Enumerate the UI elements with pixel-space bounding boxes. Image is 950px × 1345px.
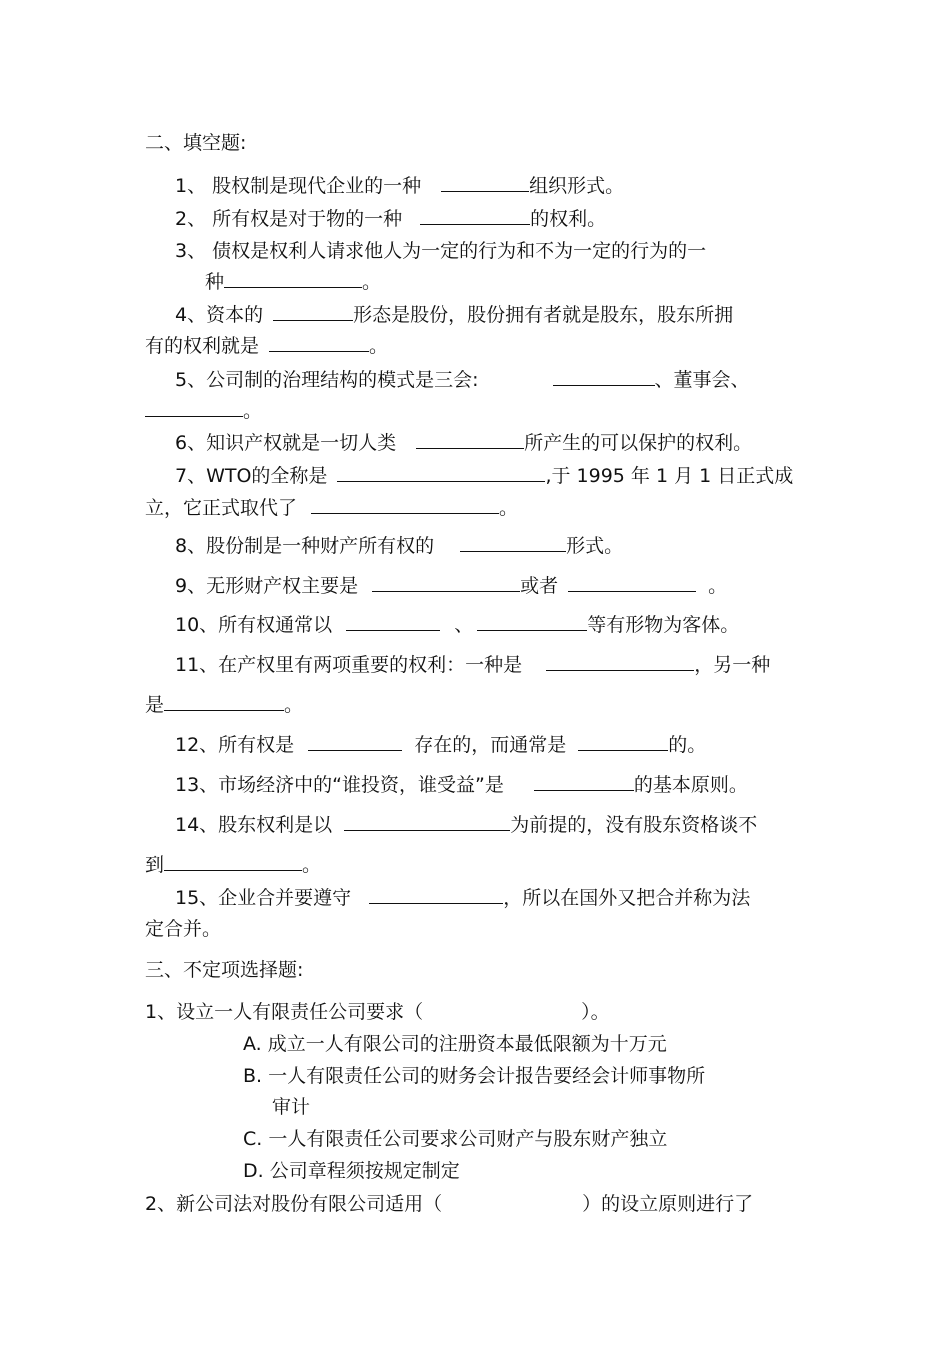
question-5-cont: 。 bbox=[145, 397, 262, 424]
answer-blank bbox=[460, 532, 566, 552]
section-heading-multiple-choice: 三、不定项选择题: bbox=[145, 959, 304, 981]
answer-blank bbox=[337, 462, 545, 482]
mc-option-a: A. 成立一人有限公司的注册资本最低限额为十万元 bbox=[243, 1033, 667, 1055]
question-14-cont: 到 。 bbox=[145, 851, 321, 878]
mc-question-2: 2、新公司法对股份有限公司适用（ ）的设立原则进行了 bbox=[145, 1193, 754, 1215]
answer-blank bbox=[224, 268, 362, 288]
answer-blank bbox=[372, 572, 520, 592]
question-11-cont: 是 。 bbox=[145, 691, 303, 718]
question-5: 5、公司制的治理结构的模式是三会: 、董事会、 bbox=[175, 366, 750, 393]
answer-blank bbox=[344, 811, 510, 831]
answer-blank bbox=[578, 731, 668, 751]
answer-blank bbox=[441, 172, 529, 192]
question-1: 1、 股权制是现代企业的一种 组织形式。 bbox=[175, 172, 624, 199]
mc-option-d: D. 公司章程须按规定制定 bbox=[243, 1160, 460, 1182]
question-6: 6、知识产权就是一切人类 所产生的可以保护的权利。 bbox=[175, 429, 752, 456]
mc-option-b: B. 一人有限责任公司的财务会计报告要经会计师事物所 bbox=[243, 1065, 706, 1087]
question-2: 2、 所有权是对于物的一种 的权利。 bbox=[175, 205, 606, 232]
answer-blank bbox=[477, 611, 587, 631]
answer-blank bbox=[546, 651, 694, 671]
answer-blank bbox=[308, 731, 402, 751]
answer-blank bbox=[420, 205, 530, 225]
mc-option-c: C. 一人有限责任公司要求公司财产与股东财产独立 bbox=[243, 1128, 668, 1150]
answer-blank bbox=[346, 611, 440, 631]
question-3: 3、 债权是权利人请求他人为一定的行为和不为一定的行为的一 bbox=[175, 240, 707, 262]
question-4: 4、资本的 形态是股份，股份拥有者就是股东，股东所拥 bbox=[175, 301, 733, 328]
answer-blank bbox=[164, 691, 284, 711]
section-heading-fill-in: 二、填空题: bbox=[145, 132, 247, 154]
question-4-cont: 有的权利就是 。 bbox=[145, 332, 388, 359]
answer-blank bbox=[568, 572, 696, 592]
question-14: 14、股东权利是以 为前提的，没有股东资格谈不 bbox=[175, 811, 757, 838]
question-15-cont: 定合并。 bbox=[145, 918, 222, 940]
answer-blank bbox=[164, 851, 302, 871]
answer-blank bbox=[273, 301, 353, 321]
answer-blank bbox=[145, 397, 243, 417]
question-3-cont: 种 。 bbox=[205, 268, 381, 295]
mc-question-1: 1、设立一人有限责任公司要求（ ）。 bbox=[145, 1001, 610, 1023]
answer-blank bbox=[416, 429, 524, 449]
question-9: 9、无形财产权主要是 或者 。 bbox=[175, 572, 727, 599]
question-7-cont: 立，它正式取代了 。 bbox=[145, 494, 518, 521]
question-13: 13、市场经济中的“谁投资，谁受益”是 的基本原则。 bbox=[175, 771, 748, 798]
question-8: 8、股份制是一种财产所有权的 形式。 bbox=[175, 532, 623, 559]
question-7: 7、WTO的全称是 ,于 1995 年 1 月 1 日正式成 bbox=[175, 462, 793, 489]
answer-blank bbox=[534, 771, 634, 791]
answer-blank bbox=[269, 332, 369, 352]
answer-blank bbox=[553, 366, 655, 386]
mc-option-b-cont: 审计 bbox=[272, 1096, 311, 1118]
question-11: 11、在产权里有两项重要的权利：一种是 ，另一种 bbox=[175, 651, 770, 678]
question-15: 15、企业合并要遵守 ，所以在国外又把合并称为法 bbox=[175, 884, 750, 911]
question-10: 10、所有权通常以 、 等有形物为客体。 bbox=[175, 611, 739, 638]
question-12: 12、所有权是 存在的，而通常是 的。 bbox=[175, 731, 706, 758]
answer-blank bbox=[369, 884, 503, 904]
answer-blank bbox=[311, 494, 499, 514]
